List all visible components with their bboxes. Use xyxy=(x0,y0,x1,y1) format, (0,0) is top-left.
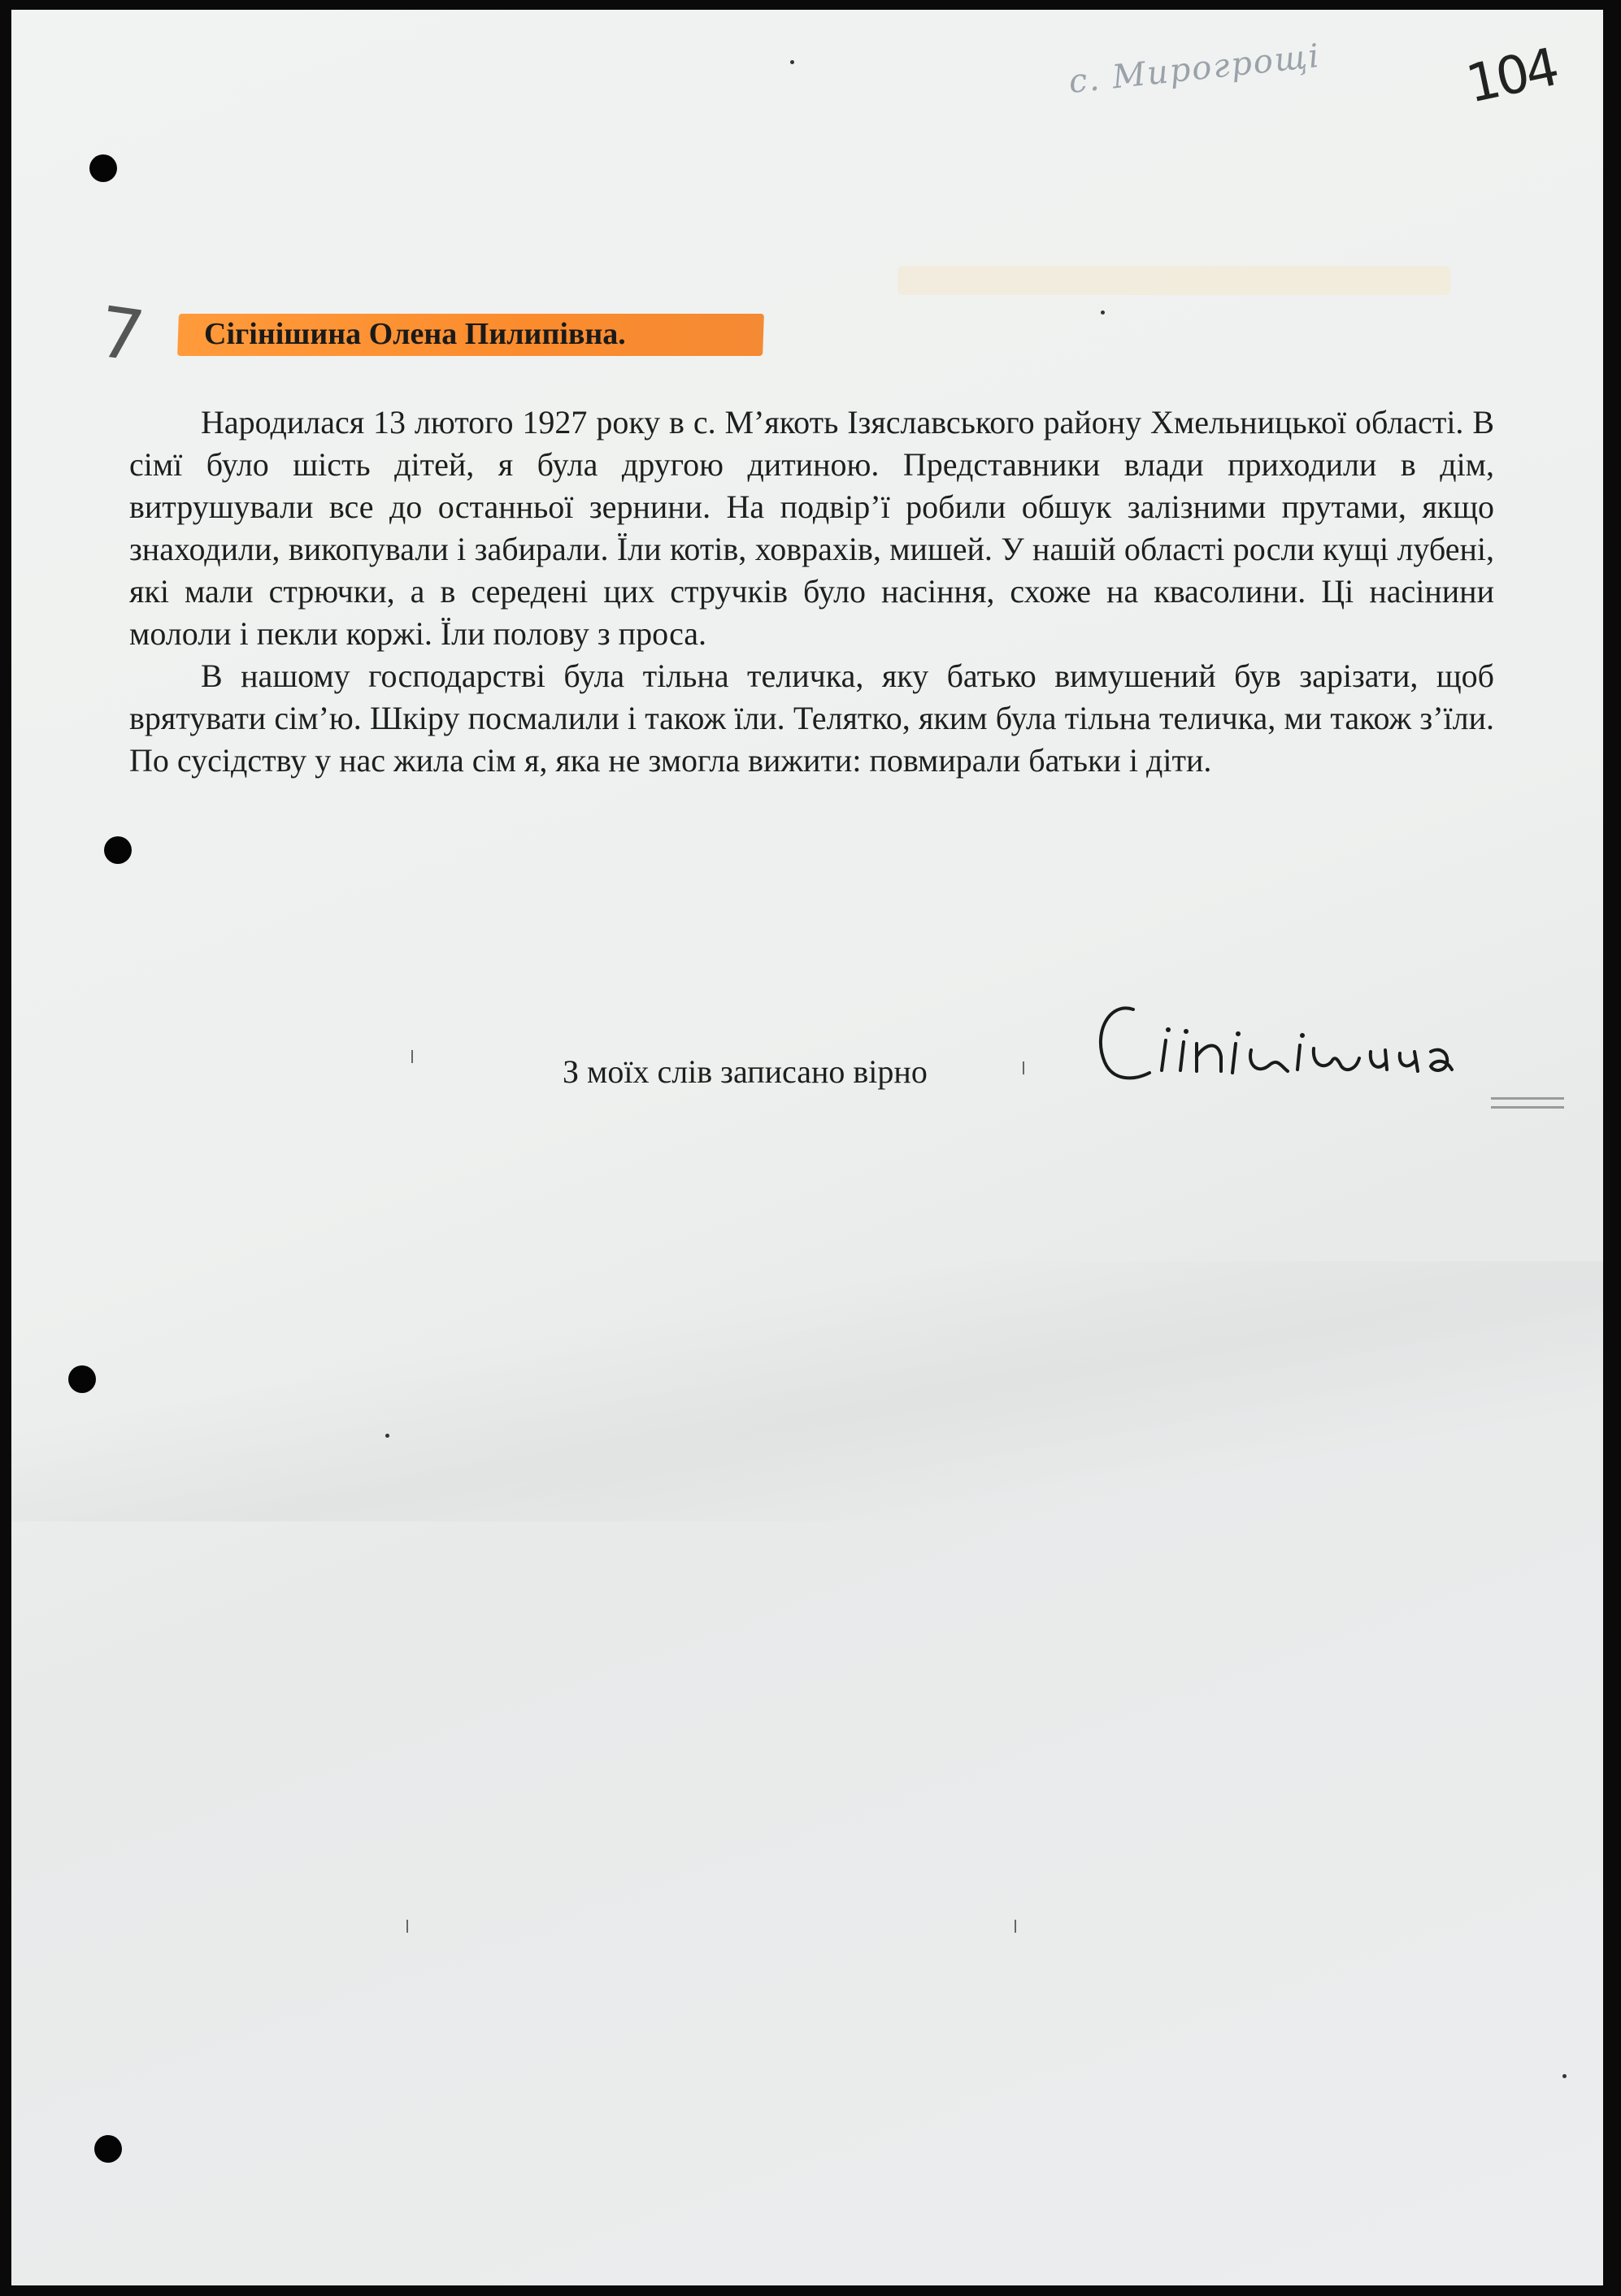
testimony-paragraph-1: Народилася 13 лютого 1927 року в с. М’якоть Ізяславського району Хмельницької області. В сімї було шість дітей, я була другою дитиною. Представники влади приходили в дім, витрушували все до останньої зернини. На подвір’ї робили обшук залізними прутами, якщо знаходили, викопували і забирали. Їли котів, ховрахів, мишей. У нашій області росли кущі лубені, які мали стрючки, а в середені цих стручків було насіння, схоже на квасолини. Ці насінини мололи і пекли коржі. Їли полову з проса. xyxy=(129,404,1494,652)
testimony-body xyxy=(129,401,1494,782)
punch-hole-3 xyxy=(68,1365,96,1393)
page-number: 104 xyxy=(1461,37,1562,115)
testimony-paragraph-2: В нашому господарстві була тільна теличка, яку батько вимушений був зарізати, щоб врятувати сім’ю. Шкіру посмалили і також їли. Телятко, яким була тільна теличка, ми також з’їли. По сусідству у нас жила сім я, яка не змогла вижити: повмирали батьки і діти. xyxy=(129,658,1494,779)
signature-strikeout-marks xyxy=(1491,1091,1564,1115)
speck xyxy=(1101,310,1105,315)
item-number-mark: 7 xyxy=(93,291,150,379)
tick-mark xyxy=(411,1050,413,1063)
attestation-line: З моїх слів записано вірно xyxy=(563,1053,928,1090)
punch-hole-1 xyxy=(89,154,117,182)
speck xyxy=(385,1434,389,1438)
speck xyxy=(790,60,794,64)
document-page xyxy=(11,10,1603,2285)
archive-note: с. Мирогрощі xyxy=(1067,37,1323,102)
tick-mark xyxy=(1023,1061,1024,1074)
handwritten-signature xyxy=(1084,985,1572,1099)
speck xyxy=(1562,2074,1567,2078)
punch-hole-2 xyxy=(104,836,132,864)
subject-name: Сігінішина Олена Пилипівна. xyxy=(204,317,626,351)
paper-fold-shadow xyxy=(11,1261,1603,1521)
punch-hole-4 xyxy=(94,2135,122,2163)
tick-mark xyxy=(406,1920,408,1933)
tick-mark xyxy=(1015,1920,1016,1933)
faint-highlight-mark xyxy=(897,266,1450,295)
